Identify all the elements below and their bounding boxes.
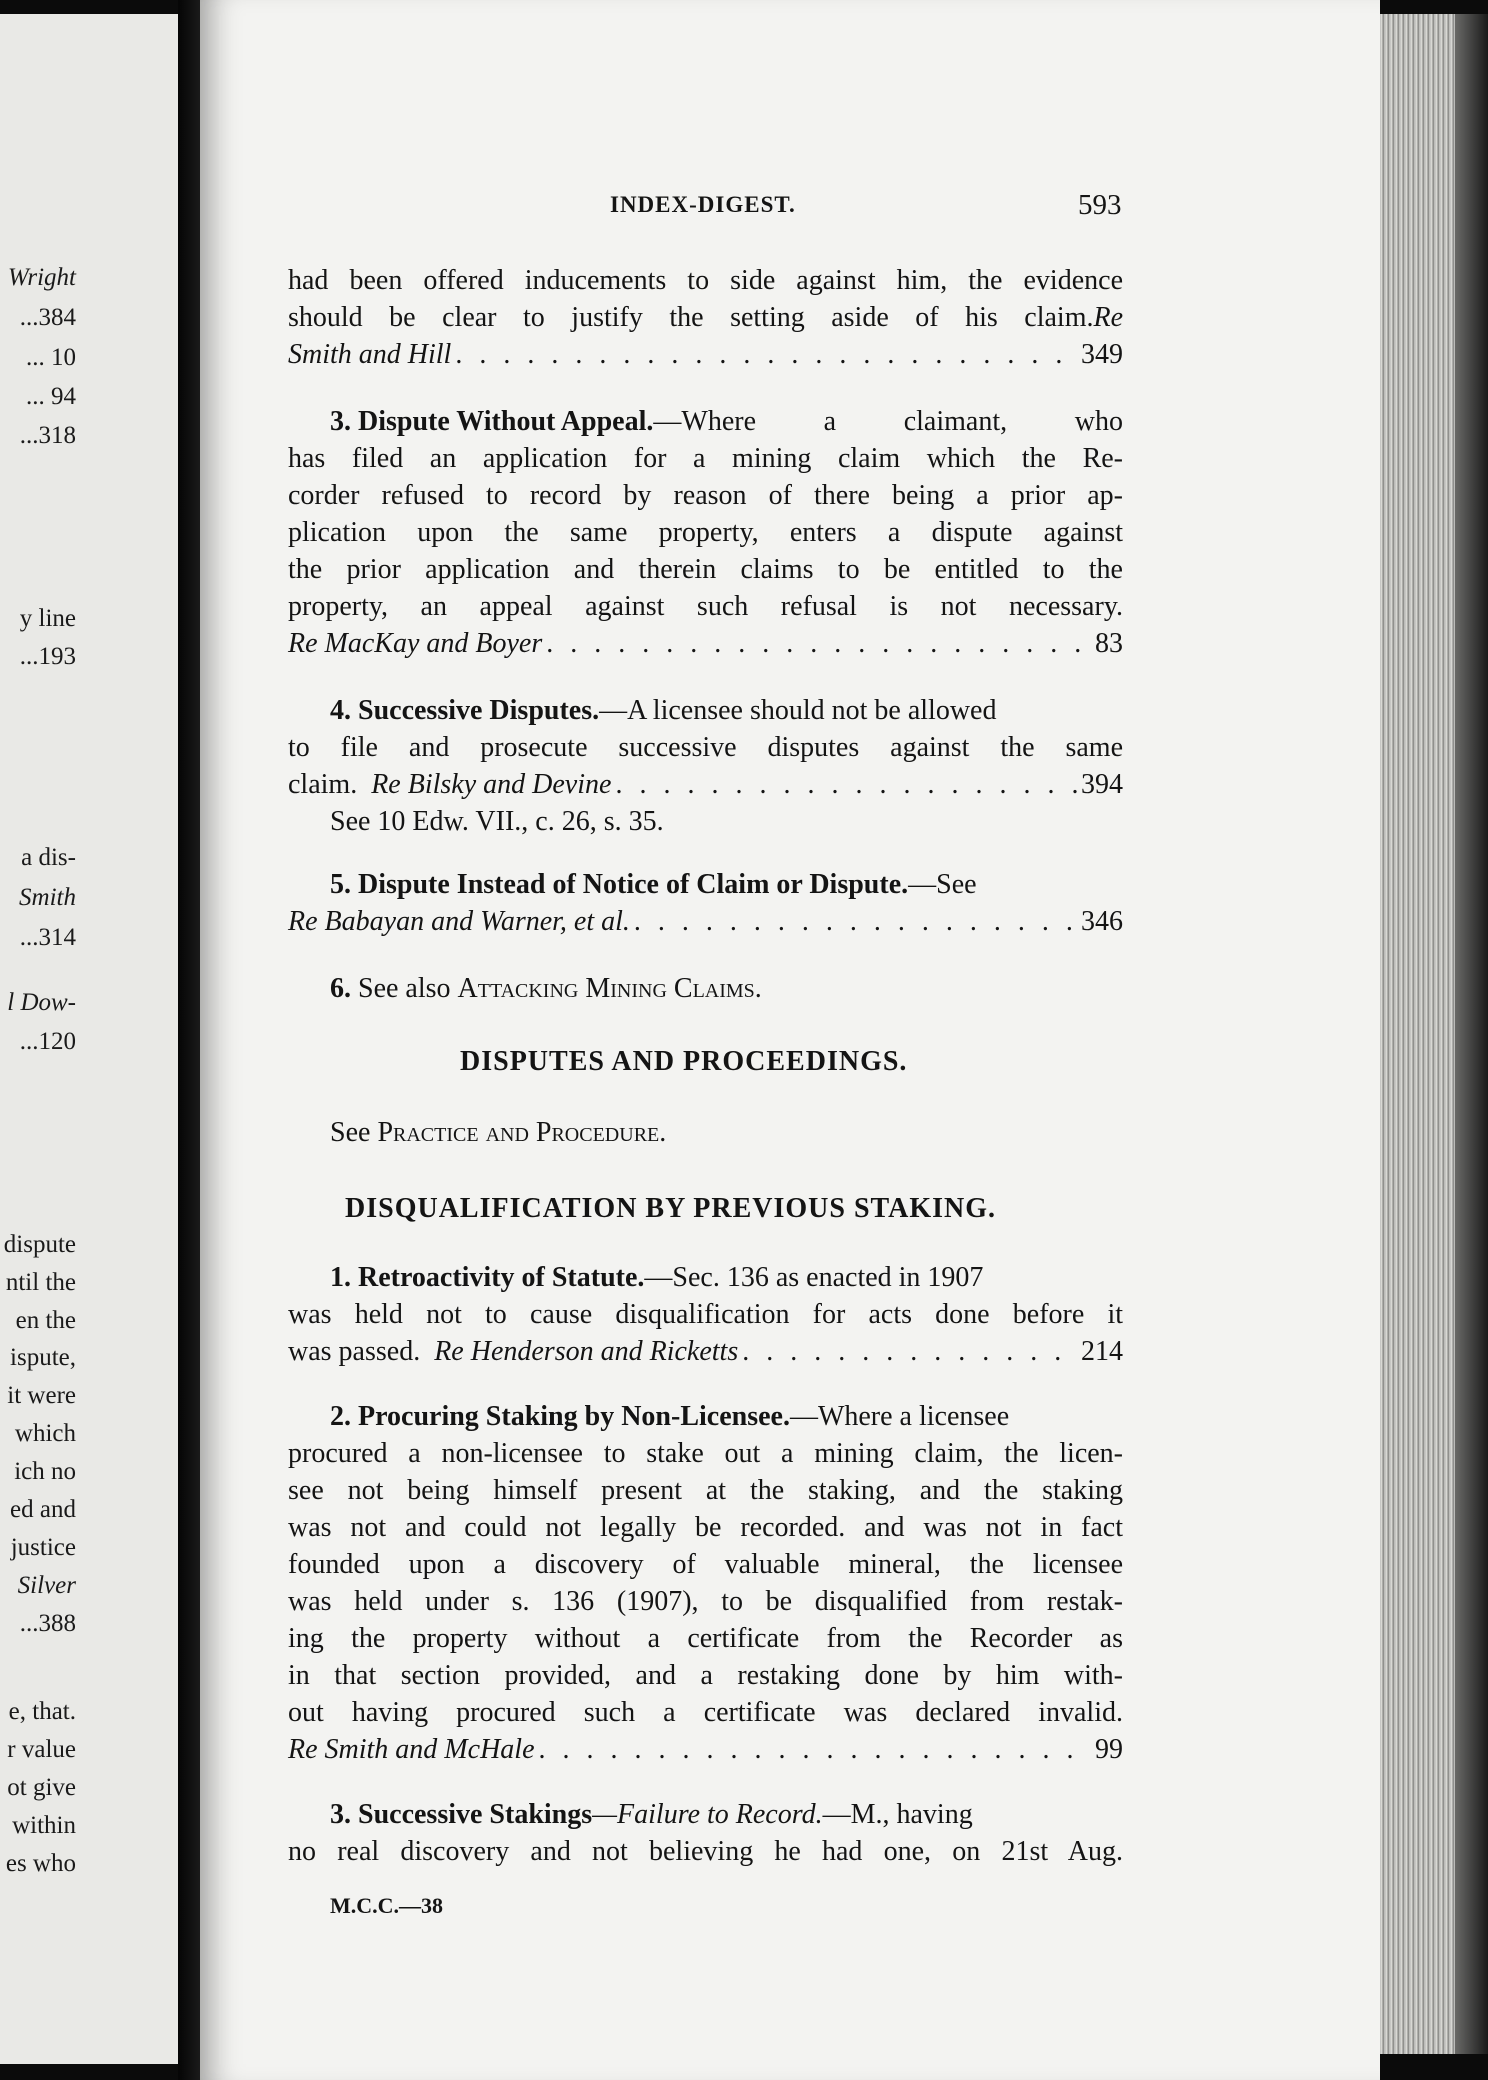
entry-successive-stakings (288, 1796, 1123, 1870)
page-ref: 346 (1081, 906, 1123, 937)
entry-dispute-instead-of-notice (288, 866, 1123, 940)
text-line: 6. See also Attacking Mining Claims. (288, 970, 1123, 1007)
index-line (288, 903, 1123, 940)
dot-leader (546, 625, 1091, 662)
page-ref: 394 (1081, 769, 1123, 800)
left-fragment: ...318 (19, 422, 76, 449)
entry-see-also (288, 970, 1123, 1007)
left-fragment: within (12, 1812, 76, 1839)
page-edges (1380, 14, 1455, 2054)
text-line: has filed an application for a mining claim which the Re- (288, 443, 1123, 474)
text-line: property, an appeal against such refusal is not necessary. (288, 591, 1123, 622)
text-line: should be clear to justify the setting aside of his claim. Re (288, 299, 1123, 336)
running-head: INDEX-DIGEST. (610, 192, 796, 217)
left-fragment: es who (5, 1850, 76, 1877)
citation: Re Bilsky and Devine (371, 769, 612, 800)
section-heading: DISQUALIFICATION BY PREVIOUS STAKING. (345, 1193, 997, 1224)
entry-successive-disputes (288, 692, 1123, 840)
left-fragment: Smith (19, 884, 76, 911)
left-fragment: it were (7, 1382, 76, 1409)
text-line: 3. Successive Stakings —Failure to Record. —M., having (288, 1796, 1123, 1833)
citation: Re (1093, 302, 1123, 333)
text-line: out having procured such a certificate was declared invalid. (288, 1697, 1123, 1728)
entry-retroactivity (288, 1259, 1123, 1370)
citation: Re Smith and McHale (288, 1734, 535, 1765)
index-line (288, 625, 1123, 662)
dot-leader (455, 336, 1077, 373)
entry-heading: 5. Dispute Instead of Notice of Claim or Dispute. (330, 869, 909, 900)
dot-leader (634, 903, 1077, 940)
text-line: corder refused to record by reason of there being a prior ap- (288, 480, 1123, 511)
text-line: to file and prosecute successive disputes against the same (288, 732, 1123, 763)
entry-dispute-without-appeal (288, 403, 1123, 662)
left-fragment: Silver (17, 1572, 76, 1599)
entry-heading: 3. Dispute Without Appeal. (330, 406, 654, 437)
entry-heading: 1. Retroactivity of Statute. (330, 1262, 645, 1293)
left-fragment: l Dow- (7, 989, 76, 1016)
left-fragment: ispute, (10, 1344, 76, 1371)
section-see (288, 1114, 1123, 1151)
dot-leader (539, 1731, 1092, 1768)
left-fragment: ich no (14, 1458, 76, 1485)
section-heading: DISPUTES AND PROCEEDINGS. (460, 1046, 908, 1077)
entry-heading: 2. Procuring Staking by Non-Licensee. (330, 1401, 790, 1432)
page-ref: 99 (1095, 1734, 1123, 1765)
entry-continuation (288, 262, 1123, 373)
left-fragment: justice (10, 1534, 76, 1561)
left-fragment: r value (7, 1736, 76, 1763)
left-fragment: Wright (7, 264, 76, 291)
text-line: was held not to cause disqualification for acts done before it (288, 1299, 1123, 1330)
signature-mark: M.C.C.—38 (330, 1893, 444, 1918)
cross-reference: Attacking Mining Claims. (457, 973, 762, 1004)
page-ref: 349 (1081, 339, 1123, 370)
see-reference: See 10 Edw. VII., c. 26, s. 35. (330, 806, 664, 837)
left-fragment: ... 94 (26, 383, 76, 410)
left-fragment: ...193 (19, 643, 76, 670)
left-fragment: ...384 (19, 304, 76, 331)
page-ref: 83 (1095, 628, 1123, 659)
left-fragment: ntil the (5, 1269, 76, 1296)
text-line: 2. Procuring Staking by Non-Licensee. —Where a licensee (288, 1398, 1123, 1435)
left-fragment: y line (19, 605, 76, 632)
left-fragment: ... 10 (26, 344, 76, 371)
page-edges-shadow (1455, 14, 1488, 2054)
citation: Re MacKay and Boyer (288, 628, 543, 659)
text-line: plication upon the same property, enters a dispute against (288, 517, 1123, 548)
index-line (288, 1731, 1123, 1768)
text-line: ing the property without a certificate from the Recorder as (288, 1623, 1123, 1654)
facing-page-left (0, 14, 178, 2064)
text-line: 4. Successive Disputes. —A licensee should not be allowed (288, 692, 1123, 729)
left-fragment: ...120 (19, 1028, 76, 1055)
index-line: was passed. Re Henderson and Ricketts . . . 214 (288, 1333, 1123, 1370)
text-line: in that section provided, and a restaking done by him with- (288, 1660, 1123, 1691)
left-fragment: ed and (10, 1496, 76, 1523)
left-fragment: which (14, 1420, 76, 1447)
left-fragment: ot give (7, 1774, 76, 1801)
dot-leader (742, 1333, 1077, 1370)
text-line: see not being himself present at the staking, and the staking (288, 1475, 1123, 1506)
text-line: founded upon a discovery of valuable mineral, the licensee (288, 1549, 1123, 1580)
page-number: 593 (1078, 189, 1122, 221)
text-line: was not and could not legally be recorded. and was not in fact (288, 1512, 1123, 1543)
text-line: no real discovery and not believing he had one, on 21st Aug. (288, 1836, 1123, 1867)
index-line: claim. Re Bilsky and Devine . . . 394 (288, 766, 1123, 803)
text-line: 1. Retroactivity of Statute. —Sec. 136 as enacted in 1907 (288, 1259, 1123, 1296)
dot-leader (615, 766, 1077, 803)
text-line: the prior application and therein claims to be entitled to the (288, 554, 1123, 585)
left-fragment: en the (15, 1307, 76, 1334)
text-line: 5. Dispute Instead of Notice of Claim or Dispute. —See (288, 866, 1123, 903)
cross-reference: Practice and Procedure. (377, 1117, 667, 1148)
left-fragment: e, that. (8, 1698, 76, 1725)
text-line: See Practice and Procedure. (288, 1114, 1123, 1151)
text-line: was held under s. 136 (1907), to be disqualified from restak- (288, 1586, 1123, 1617)
index-line (288, 336, 1123, 373)
page-ref: 214 (1081, 1336, 1123, 1367)
text-line: had been offered inducements to side against him, the evidence (288, 265, 1123, 296)
text-line: procured a non-licensee to stake out a mining claim, the licen- (288, 1438, 1123, 1469)
left-fragment: ...388 (19, 1610, 76, 1637)
entry-procuring-staking (288, 1398, 1123, 1768)
left-fragment: ...314 (19, 924, 76, 951)
citation: Smith and Hill (288, 339, 452, 370)
citation: Re Henderson and Ricketts (434, 1336, 739, 1367)
left-fragment: a dis- (21, 844, 76, 871)
entry-heading: 3. Successive Stakings (330, 1799, 593, 1830)
left-fragment: dispute (3, 1231, 76, 1258)
citation: Re Babayan and Warner, et al. (288, 906, 630, 937)
entry-heading: 4. Successive Disputes. (330, 695, 600, 726)
text-line: 3. Dispute Without Appeal. —Where a claimant, who (288, 403, 1123, 440)
